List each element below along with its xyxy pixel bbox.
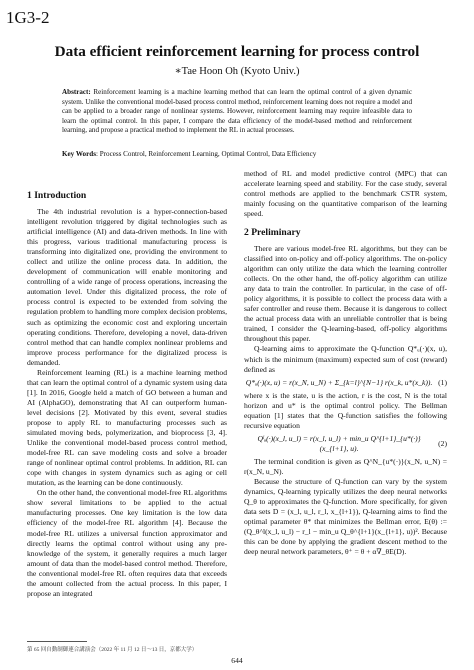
section-heading-introduction: 1 Introduction [27,190,87,201]
abstract-label: Abstract: [62,88,91,96]
keywords-text: : Process Control, Reinforcement Learning, Optimal Control, Data Efficiency [95,150,317,158]
equation-2-number: (2) [438,438,447,448]
prelim-paragraph-5: Because the structure of Q-function can vary by the system dynamics, Q-learning typically utilizes the deep neural networks Q_θ to approximates the Q-function. More specifically, for given data sets D = (x_l, u_l, r_l, x_{l+1}), Q-learning aims to find the optimal parameter θ* that minimizes the Bellman error, E(θ) := (Q_θ^l(x_l, u_l) − r_l − min_u Q_θ^{l+1}(x_{l+1}, u))². Because this can be done by applying the gradient descent method to the deep neural network parameters, θ⁺ = θ + α∇_θE(D). [244,477,447,557]
equation-2 [244,434,447,454]
footnote-rule [27,641,87,642]
keywords-label: Key Words [62,150,96,158]
equation-1 [244,378,447,388]
prelim-paragraph-1: There are various model-free RL algorithms, but they can be classified into on-policy and off-policy algorithms. The on-policy algorithm can only utilize the data which the learning controller collects. On the other hand, the off-policy algorithm can utilize any data to train the controller. In particular, in the case of off-policy algorithms, it is possible to collect the process data with a safer controller and reuse them. Because it is dangerous to collect the actual process data with an unreliable controller that is being trained, I consider the Q-learning-based, off-policy algorithms throughout this paper. [244,244,447,344]
intro-continuation: method of RL and model predictive control (MPC) that can accelerate learning speed and stability. For the case study, several control methods are applied to the benchmark CSTR system, mainly focusing on the quantitative comparison of the learning speed. [244,169,447,219]
equation-1-body: Q*ᵤ(·)(x, u) = r(x_N, u_N) + Σ_{k=l}^{N−1} r(x_k, u*(x_k)). [245,377,433,387]
prelim-paragraph-3: where x is the state, u is the action, r is the cost, N is the total horizon and u* is the optimal control policy. The Bellman equation [1] states that the Q-function satisfies the following recursive equation [244,390,447,430]
keywords [62,150,412,160]
intro-paragraph-1: The 4th industrial revolution is a hyper-connection-based intelligent revolution triggered by digital technologies such as artificial intelligence (AI) and data-driven methods. In line with this progress, various traditional manufacturing process is transforming into digitalized one, providing the environment to collect and utilize the online process data. In addition, the development of communication will enable monitoring and controlling of a wide range of process operations, increasing the automation level. Under this digitalized process, the role of process control is expected to be extended from solving the regulation problem to handling more complex decision problems, such as optimizing the economic cost and exploring uncertain operating conditions. Therefore, developing a novel, data-driven control method that can handle complex nonlinear problems and improve process performance for the digitalized process is demanded. [27,207,227,367]
introduction-body [27,207,227,599]
left-column [27,191,227,201]
intro-paragraph-3: On the other hand, the conventional model-free RL algorithms show several limitations to be applied to the actual manufacturing processes. One key limitation is the low data efficiency of the model-free RL algorithm [4]. Because the model-free RL utilizes a universal function approximator and directly learns the optimal control without using any pre-knowledge of the system, it generally requires a much larger amount of data than the model-based control method. Therefore, the conventional model-free RL often requires data that exceeds the amount collected from the actual process. In this paper, I propose an integrated [27,488,227,598]
prelim-paragraph-4: The terminal condition is given as Q^N_{u*(·)}(x_N, u_N) = r(x_N, u_N). [244,456,447,476]
footnote: 第 65 回自動制御連合講演会（2022 年 11 月 12 日〜13 日，京都大学） [27,647,198,653]
paper-title: Data efficient reinforcement learning for process control [54,43,420,60]
prelim-paragraph-2: Q-learning aims to approximate the Q-function Q*ᵤ(·)(x, u), which is the minimum (maximum) expected sum of cost (reward) defined as [244,344,447,374]
preliminary-body [244,244,447,557]
equation-1-number: (1) [438,377,447,387]
right-column-intro [244,169,447,219]
abstract [62,88,412,136]
session-code: 1G3-2 [6,8,50,27]
equation-2-body: Qˡᵤ(·)(x_l, u_l) = r(x_l, u_l) + min_u Q^{l+1}_{u*(·)}(x_{l+1}, u). [257,433,421,453]
right-column-heading [244,228,301,238]
page-number: 644 [231,656,243,665]
intro-paragraph-2: Reinforcement learning (RL) is a machine learning method that can learn the optimal control of a dynamic system using data [1]. In 2016, Google held a match of GO between a human and AI (AlphaGO), demonstrating that AI can outperform human-level decisions [2]. Motivated by this event, several studies propose to apply RL to manufacturing processes such as simulated moving beds, polymerization, and bioprocess [3, 4]. Unlike the conventional model-based process control method, model-free RL can save modeling costs and solve a broader range of nonlinear optimal control problems. In addition, RL can cope with changes in system dynamics such as aging or cell mutation, as the learning can be done continuously. [27,367,227,488]
section-heading-preliminary: 2 Preliminary [244,227,301,238]
author-line: ∗Tae Hoon Oh (Kyoto Univ.) [174,66,300,77]
abstract-text: Reinforcement learning is a machine learning method that can learn the optimal control of a given dynamic system. Unlike the conventional model-based process control method, reinforcement learning does not require a model and can be applied to a broader range of nonlinear systems. However, reinforcement learning may require infeasible data to learn the optimal control. In this paper, I compare the data efficiency of the model-based method and reinforcement learning, and propose a practical method to implement the RL in actual processes. [62,88,412,135]
